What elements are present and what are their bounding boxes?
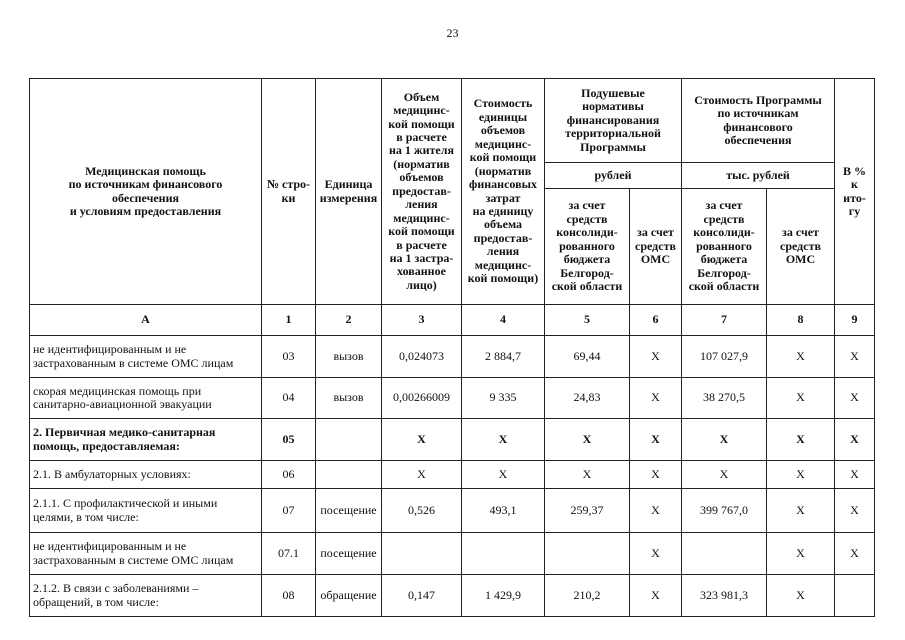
table-row: [30, 461, 875, 489]
row-per-capita-budget: 24,83: [545, 378, 630, 419]
header-col-6: за счет средств ОМС: [630, 189, 682, 305]
row-percent: X: [835, 489, 875, 533]
row-per-capita-budget: 210,2: [545, 575, 630, 617]
row-line-number: 08: [262, 575, 316, 617]
row-per-capita-oms: X: [630, 489, 682, 533]
column-number: 7: [682, 305, 767, 336]
row-label: скорая медицинская помощь при санитарно-авиационной эвакуации: [30, 378, 262, 419]
header-col-7: за счет средств консолиди- рованного бюджета Белгород- ской области: [682, 189, 767, 305]
row-unit-cost: [462, 533, 545, 575]
row-cost-budget: [682, 533, 767, 575]
row-per-capita-oms: X: [630, 575, 682, 617]
row-per-capita-oms: X: [630, 336, 682, 378]
row-unit: посещение: [316, 489, 382, 533]
financing-table: [29, 78, 875, 617]
header-col-8: за счет средств ОМС: [767, 189, 835, 305]
row-volume: X: [382, 419, 462, 461]
row-unit-cost: 2 884,7: [462, 336, 545, 378]
header-col-5: за счет средств консолиди- рованного бюджета Белгород- ской области: [545, 189, 630, 305]
row-line-number: 05: [262, 419, 316, 461]
row-percent: [835, 575, 875, 617]
row-volume: 0,00266009: [382, 378, 462, 419]
row-cost-oms: X: [767, 336, 835, 378]
row-volume: 0,147: [382, 575, 462, 617]
table-row: [30, 378, 875, 419]
row-label: 2.1. В амбулаторных условиях:: [30, 461, 262, 489]
table-row: [30, 575, 875, 617]
row-per-capita-budget: 69,44: [545, 336, 630, 378]
header-col-9: В % к ито- гу: [835, 79, 875, 305]
column-number: 4: [462, 305, 545, 336]
column-number: А: [30, 305, 262, 336]
column-number: 8: [767, 305, 835, 336]
row-unit: вызов: [316, 378, 382, 419]
row-cost-budget: 323 981,3: [682, 575, 767, 617]
row-label: не идентифицированным и не застрахованным в системе ОМС лицам: [30, 336, 262, 378]
row-per-capita-oms: X: [630, 533, 682, 575]
column-number: 6: [630, 305, 682, 336]
row-percent: X: [835, 419, 875, 461]
row-percent: X: [835, 533, 875, 575]
table-row: [30, 489, 875, 533]
row-percent: X: [835, 336, 875, 378]
table-row: [30, 419, 875, 461]
row-per-capita-oms: X: [630, 461, 682, 489]
row-per-capita-budget: X: [545, 419, 630, 461]
header-col-4: Стоимость единицы объемов медицинс- кой помощи (норматив финансовых затрат на единицу объема предостав- ления медицинс- кой помощи): [462, 79, 545, 305]
header-col-a: Медицинская помощь по источникам финансового обеспечения и условиям предоставления: [30, 79, 262, 305]
row-per-capita-oms: X: [630, 378, 682, 419]
row-volume: 0,526: [382, 489, 462, 533]
row-unit: обращение: [316, 575, 382, 617]
header-unit-thousand-rubles: тыс. рублей: [682, 163, 835, 189]
header-col-3: Объем медицинс- кой помощи в расчете на 1 жителя (норматив объемов предостав- ления медицинс- кой помощи в расчете на 1 застра- хованное лицо): [382, 79, 462, 305]
column-number: 9: [835, 305, 875, 336]
row-label: 2. Первичная медико-санитарная помощь, предоставляемая:: [30, 419, 262, 461]
row-per-capita-oms: X: [630, 419, 682, 461]
row-per-capita-budget: 259,37: [545, 489, 630, 533]
row-cost-oms: X: [767, 575, 835, 617]
column-number: 2: [316, 305, 382, 336]
row-percent: X: [835, 378, 875, 419]
row-cost-budget: 38 270,5: [682, 378, 767, 419]
row-cost-budget: 399 767,0: [682, 489, 767, 533]
row-label: 2.1.1. С профилактической и иными целями, в том числе:: [30, 489, 262, 533]
row-line-number: 03: [262, 336, 316, 378]
page-number: 23: [446, 26, 459, 40]
row-percent: X: [835, 461, 875, 489]
column-number-row: [30, 305, 875, 336]
row-unit: вызов: [316, 336, 382, 378]
row-unit: [316, 461, 382, 489]
row-volume: [382, 533, 462, 575]
header-col-2: Единица измерения: [316, 79, 382, 305]
header-group-per-capita: Подушевые нормативы финансирования территориальной Программы: [545, 79, 682, 163]
row-line-number: 04: [262, 378, 316, 419]
row-unit-cost: 1 429,9: [462, 575, 545, 617]
row-cost-budget: X: [682, 461, 767, 489]
row-cost-budget: X: [682, 419, 767, 461]
column-number: 3: [382, 305, 462, 336]
row-line-number: 06: [262, 461, 316, 489]
column-number: 1: [262, 305, 316, 336]
table-row: [30, 533, 875, 575]
row-unit: посещение: [316, 533, 382, 575]
row-volume: X: [382, 461, 462, 489]
header-group-cost: Стоимость Программы по источникам финансового обеспечения: [682, 79, 835, 163]
row-unit: [316, 419, 382, 461]
row-unit-cost: X: [462, 461, 545, 489]
row-cost-oms: X: [767, 378, 835, 419]
row-volume: 0,024073: [382, 336, 462, 378]
table-row: [30, 336, 875, 378]
row-cost-oms: X: [767, 419, 835, 461]
row-label: 2.1.2. В связи с заболеваниями – обращений, в том числе:: [30, 575, 262, 617]
row-unit-cost: X: [462, 419, 545, 461]
row-cost-oms: X: [767, 489, 835, 533]
row-line-number: 07.1: [262, 533, 316, 575]
row-cost-oms: X: [767, 533, 835, 575]
row-per-capita-budget: [545, 533, 630, 575]
row-line-number: 07: [262, 489, 316, 533]
column-number: 5: [545, 305, 630, 336]
header-unit-rubles: рублей: [545, 163, 682, 189]
row-unit-cost: 493,1: [462, 489, 545, 533]
row-per-capita-budget: X: [545, 461, 630, 489]
row-unit-cost: 9 335: [462, 378, 545, 419]
row-cost-oms: X: [767, 461, 835, 489]
header-col-1: № стро- ки: [262, 79, 316, 305]
row-cost-budget: 107 027,9: [682, 336, 767, 378]
row-label: не идентифицированным и не застрахованным в системе ОМС лицам: [30, 533, 262, 575]
